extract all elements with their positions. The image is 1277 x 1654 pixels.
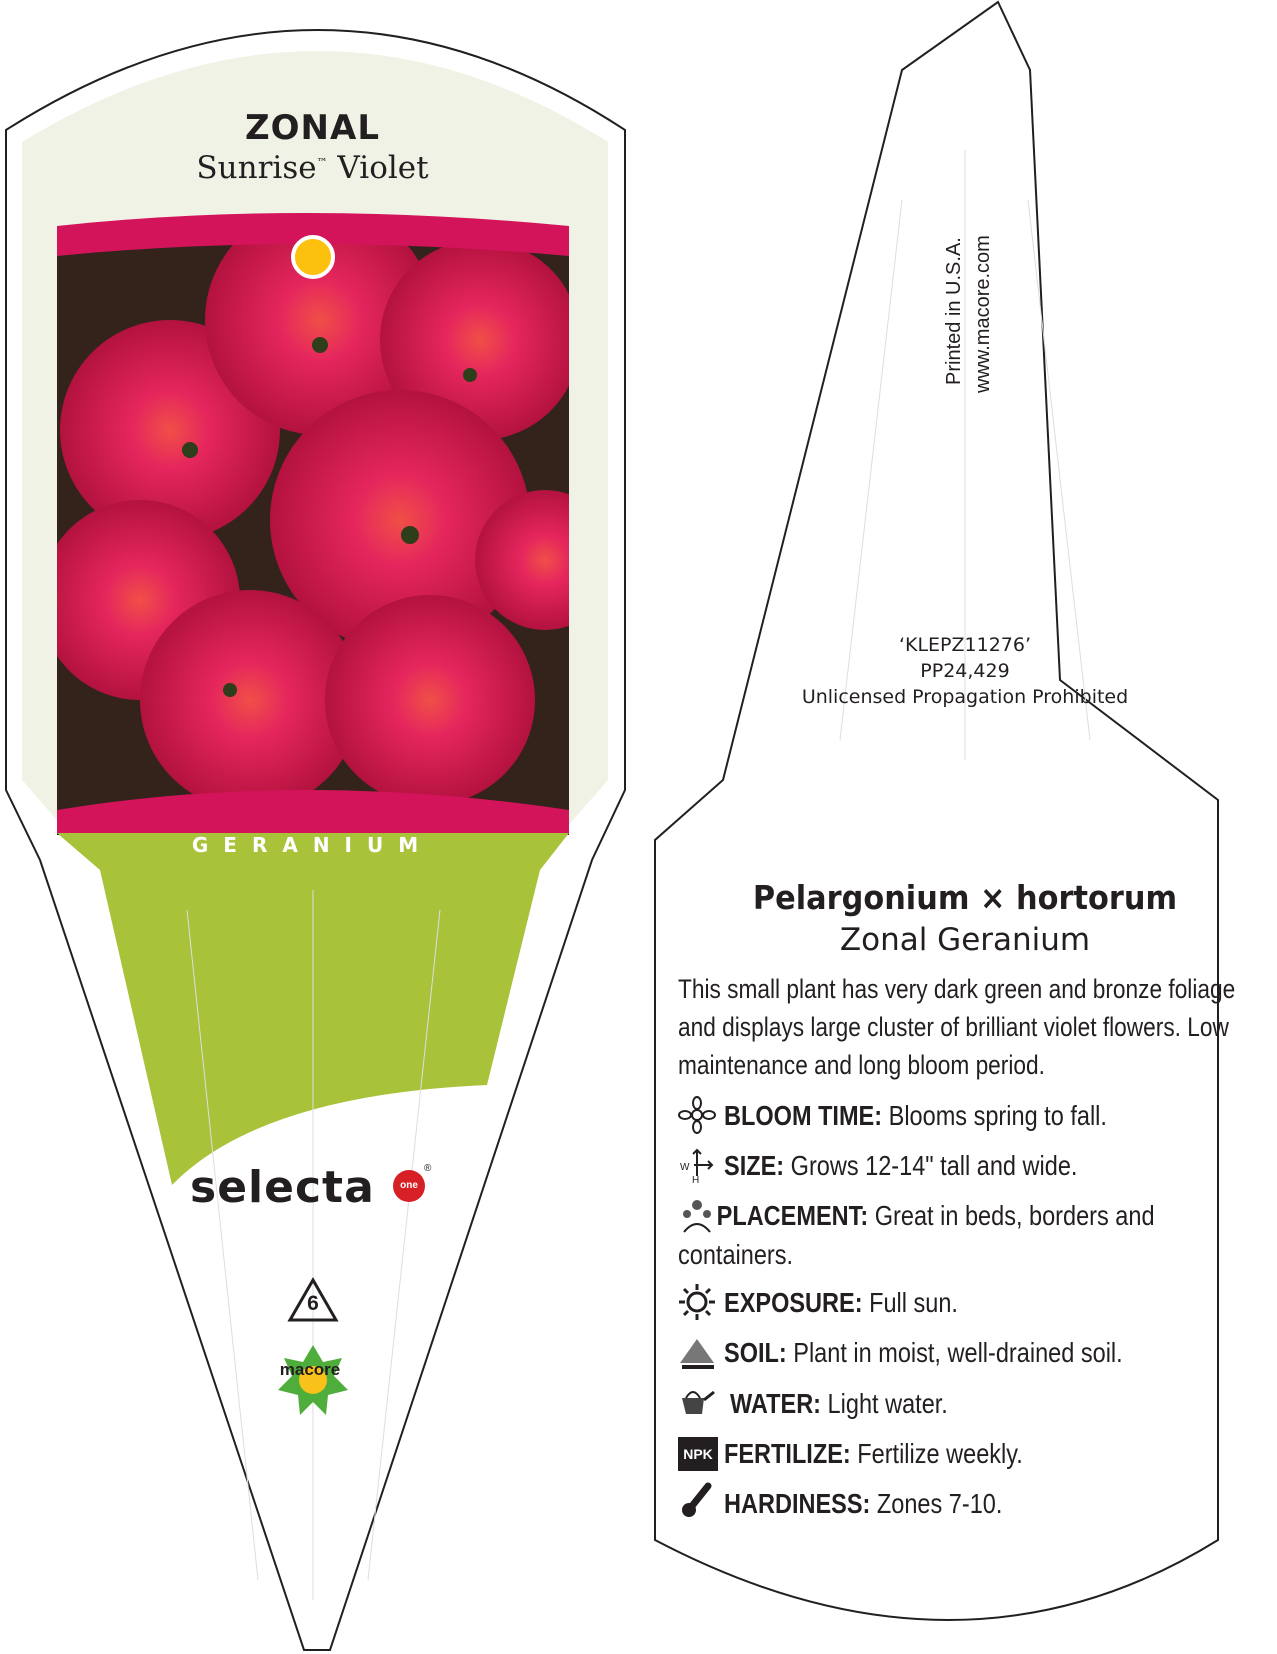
size-height-letter: H <box>692 1175 700 1184</box>
care-bloom-time <box>724 1096 1245 1135</box>
watering-can-icon <box>678 1384 716 1422</box>
brand-logo: selecta <box>190 1162 375 1213</box>
care-label: FERTILIZE: <box>724 1438 851 1469</box>
cultivar-name: ‘KLEPZ11276’ <box>898 634 1032 656</box>
care-soil <box>724 1333 1245 1372</box>
care-text: Fertilize weekly. <box>850 1438 1023 1469</box>
care-text: Light water. <box>821 1388 948 1419</box>
care-label: WATER: <box>730 1388 822 1419</box>
back-tag-outline <box>655 2 1218 1620</box>
printed-in-text: Printed in U.S.A. <box>943 237 965 385</box>
care-fertilize <box>724 1434 1245 1473</box>
soil-icon <box>678 1333 716 1371</box>
care-text: Grows 12-14" tall and wide. <box>784 1150 1078 1181</box>
geranium-photo <box>40 205 615 836</box>
brand-badge: one <box>393 1170 425 1202</box>
size-arrows-icon <box>678 1146 716 1184</box>
care-hardiness <box>724 1484 1245 1523</box>
common-name: Zonal Geranium <box>839 922 1091 958</box>
patent-number: PP24,429 <box>920 660 1010 682</box>
care-text: Full sun. <box>862 1287 958 1318</box>
recycle-number: 6 <box>307 1292 319 1315</box>
variety-suffix: Violet <box>327 150 429 186</box>
care-label: SIZE: <box>724 1150 785 1181</box>
front-category: GERANIUM <box>191 833 434 857</box>
care-text: Great in beds, borders and containers. <box>678 1200 1155 1270</box>
botanical-name: Pelargonium × hortorum <box>752 878 1178 917</box>
color-dot <box>293 237 333 277</box>
brand-registered-mark: ® <box>424 1163 432 1174</box>
front-heading: ZONAL <box>245 108 380 148</box>
front-variety <box>60 150 565 186</box>
trademark-symbol: ™ <box>316 156 328 169</box>
flower-icon <box>678 1096 716 1134</box>
care-text: Blooms spring to fall. <box>882 1100 1107 1131</box>
plant-description: This small plant has very dark green and bronze foliage and displays large cluster of brilliant violet flowers. Low maintenance and long bloom period. <box>678 974 1236 1080</box>
propagation-warning: Unlicensed Propagation Prohibited <box>801 686 1129 708</box>
care-exposure <box>724 1283 1245 1322</box>
care-size <box>724 1146 1245 1185</box>
care-placement <box>678 1196 1165 1274</box>
npk-icon: NPK <box>678 1437 718 1471</box>
care-label: BLOOM TIME: <box>724 1100 883 1131</box>
care-text: Plant in moist, well-drained soil. <box>786 1337 1123 1368</box>
size-width-letter: W <box>680 1162 690 1173</box>
macore-logo-text: macore <box>279 1360 341 1379</box>
care-label: SOIL: <box>724 1337 787 1368</box>
sun-icon <box>678 1283 716 1321</box>
care-label: HARDINESS: <box>724 1488 871 1519</box>
care-text: Zones 7-10. <box>870 1488 1003 1519</box>
care-label: EXPOSURE: <box>724 1287 863 1318</box>
variety-name: Sunrise <box>196 150 317 186</box>
care-water <box>730 1384 1251 1423</box>
thermometer-icon <box>678 1482 716 1520</box>
care-label: PLACEMENT: <box>716 1200 869 1231</box>
printer-url: www.macore.com <box>972 235 994 393</box>
